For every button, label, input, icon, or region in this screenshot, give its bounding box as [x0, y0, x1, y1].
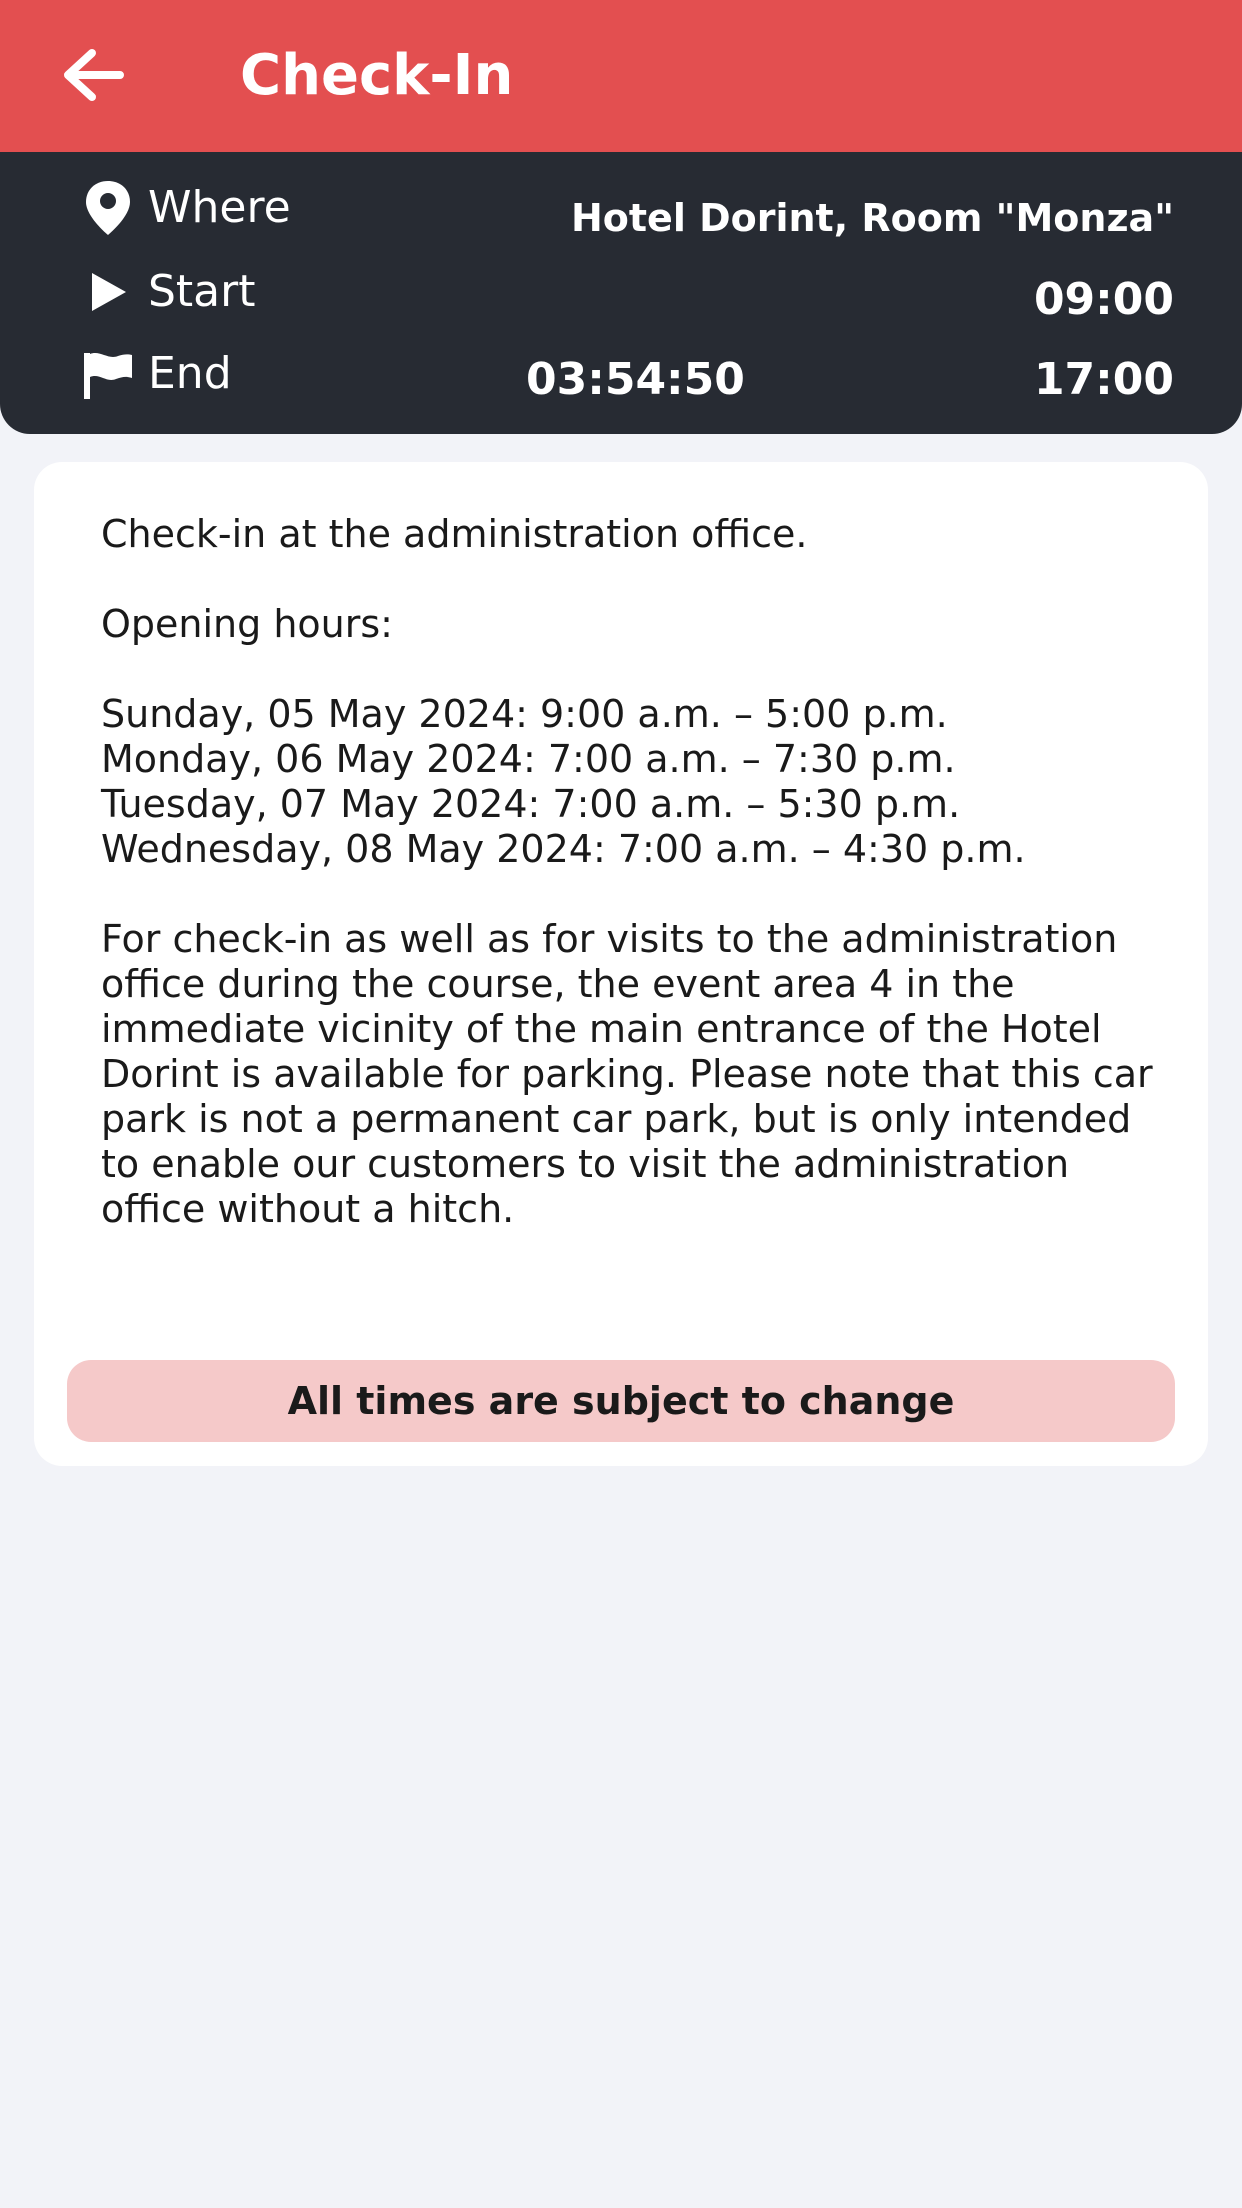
end-row [0, 338, 1242, 418]
back-button[interactable] [50, 36, 136, 114]
start-label: Start [148, 266, 256, 317]
event-info-panel [0, 152, 1242, 434]
where-row [0, 166, 1242, 246]
end-label: End [148, 348, 232, 399]
hours-line: Monday, 06 May 2024: 7:00 a.m. – 7:30 p.m. [101, 737, 956, 781]
page-title: Check-In [240, 43, 514, 108]
start-value: 09:00 [1033, 274, 1174, 325]
flag-icon [80, 346, 136, 406]
hours-line: Wednesday, 08 May 2024: 7:00 a.m. – 4:30 p.m. [101, 827, 1026, 871]
arrow-left-icon [58, 45, 128, 105]
play-icon [80, 262, 136, 322]
hours-heading: Opening hours: [101, 602, 393, 646]
change-notice-badge: All times are subject to change [67, 1360, 1175, 1442]
app-bar [0, 0, 1242, 152]
details-card [34, 462, 1208, 1466]
hours-line: Sunday, 05 May 2024: 9:00 a.m. – 5:00 p.m. [101, 692, 948, 736]
where-label: Where [148, 182, 291, 233]
start-row [0, 252, 1242, 332]
where-value: Hotel Dorint, Room "Monza" [570, 196, 1174, 240]
hours-line: Tuesday, 07 May 2024: 7:00 a.m. – 5:30 p.m. [101, 782, 961, 826]
parking-text: For check-in as well as for visits to the administration office during the course, the event area 4 in the immediate vicinity of the main entrance of the Hotel Dorint is available for parking. Please note that this car park is not a permanent car park, but is only intended to enable our customers to visit the administration office without a hitch. [101, 917, 1153, 1231]
end-value: 17:00 [1033, 354, 1174, 405]
intro-text: Check-in at the administration office. [101, 512, 808, 556]
details-text [101, 512, 1161, 1232]
countdown-timer: 03:54:50 [526, 354, 745, 405]
location-pin-icon [80, 178, 136, 238]
